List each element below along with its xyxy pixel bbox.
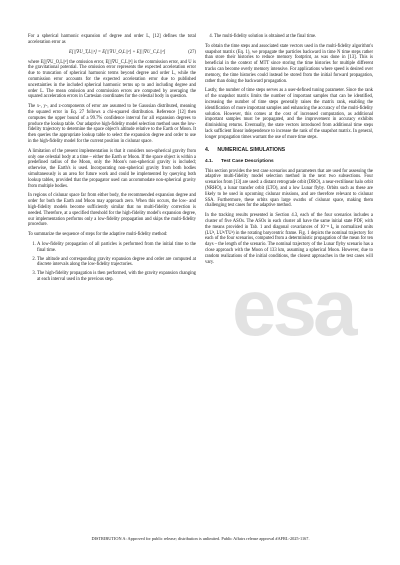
steps-list [28,242,196,283]
distribution-footer: DISTRIBUTION A: Approved for public release; distribution is unlimited. Public Affairs release approval #AFRL-2025-1167. [91,536,310,541]
equation-number: (27) [188,49,196,55]
paragraph: To obtain the time steps and associated state vectors used in the multi-fidelity algorithm's snapshot matrix (Eq. 1), we propagate the particles backward in time N time steps rather than store their histories to reduce memory footprint, as was done in [13]. This is beneficial in the context of MTT since storing the time histories for multiple different tracks can become overly memory intensive. For applications where speed is desired over memory, the time histories could instead be stored from the initial forward propagation, rather than doing the backward propagation. [205,43,373,84]
list-item: 3. The high-fidelity propagation is then performed, with the gravity expansion changing at each interval used in the previous step. [37,271,196,283]
right-column [205,34,373,269]
list-item: 4. The multi-fidelity solution is obtained at the final time. [214,34,373,40]
paragraph: This section provides the test case scenarios and parameters that are used for assessing the adaptive multi-fidelity model selection method in the next two subsections. Four scenarios from [13] are used: a distant retrograde orbit (DRO), a near-rectilinear halo orbit (NRHO), a lunar transfer orbit (LTO), and a low Lunar flyby. Orbits such as these are likely to be used in upcoming cislunar missions, and are therefore relevant to cislunar SSA. Furthermore, these orbits span large swaths of cislunar space, making them challenging test cases for the adaptive method. [205,168,373,209]
list-item: 2. The altitude and corresponding gravity expansion degree and order are computed at discrete intervals along the low-fidelity trajectories. [37,257,196,269]
paragraph: Lastly, the number of time steps serves as a user-defined tuning parameter. Since the rank of the snapshot matrix limits the number of important samples that can be identified, increasing the number of time steps generally raises the matrix rank, enabling the identification of more important samples and enhancing the accuracy of the multi-fidelity solution. However, this comes at the cost of increased computation, as additional important samples must be propagated, and the improvement in accuracy exhibits diminishing returns. Eventually, the state vectors introduced from additional time steps lack sufficient linear independence to increase the rank of the snapshot matrix. In general, longer propagation times warrant the use of more time steps. [205,88,373,140]
paragraph: To summarize the sequence of steps for the adaptive multi-fidelity method: [28,232,168,238]
equation-27 [28,50,196,56]
steps-list-continued [205,34,373,40]
equation-expression: E[||∇U_T,L||²] = E[||∇U_O,L||²] + E[||∇U_C,L||²] [68,49,166,55]
section-title: NUMERICAL SIMULATIONS [217,146,286,153]
section-heading [205,147,373,154]
subsection-heading [205,158,373,165]
paragraph: In the tracking results presented in Section 4.3, each of the four scenarios includes a cluster of five ASOs. The ASOs in each cluster all have the same initial state PDF, with the means provided in Tab. 1 and diagonal covariances of 10⁻⁸ I₆ in normalized units (LU², LU²/TU²) in the rotating barycentric frame. Fig. 1 depicts the nominal trajectory for each of the four scenarios, computed from a deterministic propagation of the mean for ten days – the length of the scenario. The nominal trajectory of the Lunar flyby scenario has a close approach with the Moon of 133 km, assuming a spherical Moon. However, due to random realizations of the initial conditions, the closest approaches in the test cases will vary. [205,213,373,265]
paragraph: In regions of cislunar space far from either body, the recommended expansion degree and order for both the Earth and Moon may approach zero. When this occurs, the low- and high-fidelity models become sufficiently similar that no multi-fidelity correction is needed. Therefore, at a specified threshold for the high-fidelity model's expansion degree, our implementation performs only a low-fidelity propagation and skips the multi-fidelity procedure. [28,193,196,228]
subsection-title: Test Case Descriptions [221,158,274,164]
paragraph: A limitation of the present implementation is that it considers non-spherical gravity from only one celestial body at a time – either the Earth or Moon. If the space object is within a predefined radius of the Moon, only the Moon's non-spherical gravity is included; otherwise, the Earth's is used. Incorporating non-spherical gravity from both bodies simultaneously is an area for future work and could be implemented by querying both lookup tables, provided that the propagator used can accommodate non-spherical gravity from multiple bodies. [28,148,196,189]
subsection-number: 4.1. [205,158,214,164]
esa-watermark: esa [232,263,354,352]
paragraph: The x-, y-, and z-components of error are assumed to be Gaussian distributed, meaning the squared error in Eq. 27 follows a chi-squared distribution. Reference [12] then computes the upper bound of a 99.7% confidence interval for all expansion degrees to produce the lookup table. Our adaptive high-fidelity model selection method uses the low-fidelity trajectory to determine the space object's altitude relative to the Earth or Moon. It then queries the appropriate lookup table to select the expansion degree and order to use in the high-fidelity model for the current position in cislunar space. [28,104,196,144]
left-column [28,34,196,287]
section-number: 4. [205,146,210,153]
paragraph: where E[||∇U_O,L||²] the omission error, E[||∇U_C,L||²] is the commission error, and U is the gravitational potential. The omission error represents the expected acceleration error due to truncation of spherical harmonic terms beyond degree and order L, while the commission error accounts for the expected acceleration error due to published uncertainties in the included spherical harmonic terms up to and including degree and order L. The mean omission and commission errors are computed by averaging the squared acceleration errors in Cartesian coordinates for the celestial body in question. [28,59,196,100]
list-item: 1. A low-fidelity propagation of all particles is performed from the initial time to the final time. [37,242,196,254]
paragraph: For a spherical harmonic expansion of degree and order L, [12] defines the total acceleration error as [28,34,196,45]
